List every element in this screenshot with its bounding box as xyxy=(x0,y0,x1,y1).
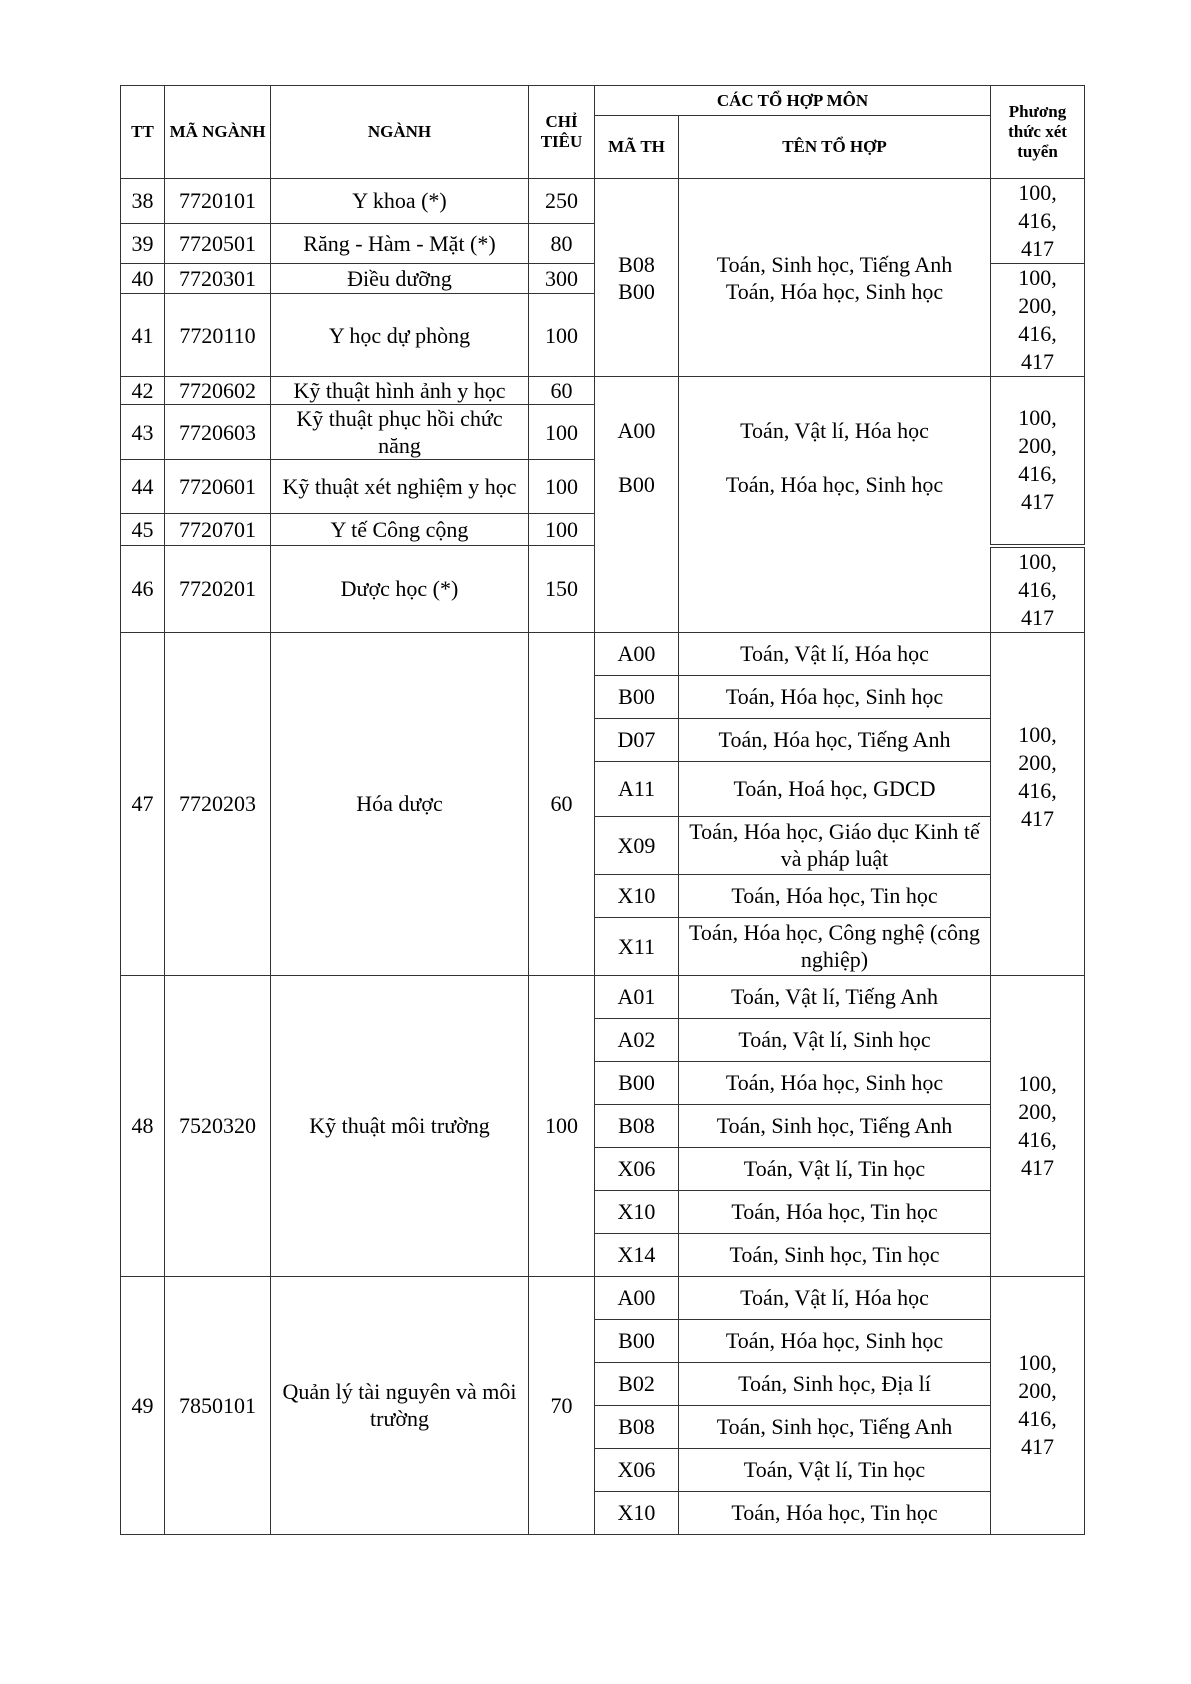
combo-name: Toán, Hóa học, Tiếng Anh xyxy=(679,718,991,761)
combo-name: Toán, Vật lí, Tin học xyxy=(679,1448,991,1491)
method-cell: 100, 200, 416, 417 xyxy=(991,264,1085,377)
table-row xyxy=(121,632,1085,675)
combo-name: Toán, Hóa học, Sinh học xyxy=(679,675,991,718)
row-tt: 44 xyxy=(121,460,165,514)
row-chi-tieu: 150 xyxy=(529,546,595,633)
combo-name: Toán, Hóa học, Sinh học xyxy=(679,1061,991,1104)
combo-code: B08 xyxy=(595,1104,679,1147)
combo-name: Toán, Hóa học, Tin học xyxy=(679,1491,991,1534)
row-tt: 48 xyxy=(121,975,165,1276)
row-nganh: Răng - Hàm - Mặt (*) xyxy=(271,223,529,263)
combo-code: X14 xyxy=(595,1233,679,1276)
row-ma-nganh: 7520320 xyxy=(165,975,271,1276)
method-cell: 100, 200, 416, 417 xyxy=(991,377,1085,546)
admission-table xyxy=(120,85,1085,1535)
combo-code: X06 xyxy=(595,1448,679,1491)
row-tt: 46 xyxy=(121,546,165,633)
combo-code: B08 xyxy=(595,1405,679,1448)
row-nganh: Kỹ thuật xét nghiệm y học xyxy=(271,460,529,514)
combo-code: A00 xyxy=(595,1276,679,1319)
combo-code: B00 xyxy=(595,1061,679,1104)
combo-name: Toán, Hóa học, Sinh học xyxy=(679,1319,991,1362)
row-ma-nganh: 7850101 xyxy=(165,1276,271,1534)
combo-code: D07 xyxy=(595,718,679,761)
row-nganh: Điều dưỡng xyxy=(271,264,529,294)
header-ten-to-hop: TÊN TỔ HỢP xyxy=(679,116,991,179)
row-ma-nganh: 7720201 xyxy=(165,546,271,633)
combo-names: Toán, Vật lí, Hóa học Toán, Hóa học, Sinh học xyxy=(679,377,991,633)
row-chi-tieu: 100 xyxy=(529,405,595,460)
method-cell: 100, 200, 416, 417 xyxy=(991,632,1085,975)
method-cell: 100, 416, 417 xyxy=(991,179,1085,264)
row-ma-nganh: 7720301 xyxy=(165,264,271,294)
combo-code: B00 xyxy=(595,1319,679,1362)
row-nganh: Hóa dược xyxy=(271,632,529,975)
combo-code: X10 xyxy=(595,1491,679,1534)
row-nganh: Kỹ thuật phục hồi chức năng xyxy=(271,405,529,460)
row-nganh: Y học dự phòng xyxy=(271,294,529,377)
combo-name: Toán, Hoá học, GDCD xyxy=(679,761,991,816)
combo-code: X10 xyxy=(595,1190,679,1233)
combo-code: B00 xyxy=(595,675,679,718)
row-ma-nganh: 7720601 xyxy=(165,460,271,514)
combo-name: Toán, Sinh học, Tiếng Anh xyxy=(679,1405,991,1448)
table-header xyxy=(121,86,1085,179)
row-chi-tieu: 100 xyxy=(529,294,595,377)
row-nganh: Quản lý tài nguyên và môi trường xyxy=(271,1276,529,1534)
combo-code: X09 xyxy=(595,816,679,874)
row-tt: 49 xyxy=(121,1276,165,1534)
combo-names: Toán, Sinh học, Tiếng Anh Toán, Hóa học, Sinh học xyxy=(679,179,991,377)
combo-name: Toán, Hóa học, Tin học xyxy=(679,874,991,917)
combo-code: X10 xyxy=(595,874,679,917)
table-row xyxy=(121,377,1085,405)
combo-code: X06 xyxy=(595,1147,679,1190)
row-tt: 40 xyxy=(121,264,165,294)
row-ma-nganh: 7720602 xyxy=(165,377,271,405)
combo-name: Toán, Vật lí, Sinh học xyxy=(679,1018,991,1061)
row-tt: 47 xyxy=(121,632,165,975)
combo-name: Toán, Sinh học, Tiếng Anh xyxy=(679,1104,991,1147)
row-nganh: Kỹ thuật môi trường xyxy=(271,975,529,1276)
combo-name: Toán, Vật lí, Hóa học xyxy=(679,632,991,675)
row-nganh: Kỹ thuật hình ảnh y học xyxy=(271,377,529,405)
row-tt: 42 xyxy=(121,377,165,405)
method-cell: 100, 416, 417 xyxy=(991,546,1085,633)
combo-name: Toán, Vật lí, Tin học xyxy=(679,1147,991,1190)
combo-code: B02 xyxy=(595,1362,679,1405)
row-chi-tieu: 80 xyxy=(529,223,595,263)
header-tt: TT xyxy=(121,86,165,179)
row-chi-tieu: 70 xyxy=(529,1276,595,1534)
row-chi-tieu: 100 xyxy=(529,460,595,514)
table-body xyxy=(121,179,1085,1535)
row-ma-nganh: 7720701 xyxy=(165,514,271,546)
combo-codes: B08 B00 xyxy=(595,179,679,377)
combo-name: Toán, Vật lí, Tiếng Anh xyxy=(679,975,991,1018)
row-chi-tieu: 60 xyxy=(529,632,595,975)
row-ma-nganh: 7720110 xyxy=(165,294,271,377)
row-chi-tieu: 100 xyxy=(529,975,595,1276)
table-row xyxy=(121,975,1085,1018)
combo-code: A02 xyxy=(595,1018,679,1061)
header-ma-nganh: MÃ NGÀNH xyxy=(165,86,271,179)
table-row xyxy=(121,179,1085,224)
row-nganh: Y khoa (*) xyxy=(271,179,529,224)
header-ma-th: MÃ TH xyxy=(595,116,679,179)
combo-name: Toán, Hóa học, Tin học xyxy=(679,1190,991,1233)
row-ma-nganh: 7720603 xyxy=(165,405,271,460)
combo-code: A00 xyxy=(595,632,679,675)
combo-codes: A00 B00 xyxy=(595,377,679,633)
header-chi-tieu: CHỈ TIÊU xyxy=(529,86,595,179)
combo-name: Toán, Vật lí, Hóa học xyxy=(679,1276,991,1319)
row-nganh: Y tế Công cộng xyxy=(271,514,529,546)
row-ma-nganh: 7720203 xyxy=(165,632,271,975)
combo-code: X11 xyxy=(595,917,679,975)
row-chi-tieu: 60 xyxy=(529,377,595,405)
admission-table-sheet xyxy=(120,85,1085,1535)
method-cell: 100, 200, 416, 417 xyxy=(991,1276,1085,1534)
header-to-hop: CÁC TỔ HỢP MÔN xyxy=(595,86,991,116)
combo-code: A01 xyxy=(595,975,679,1018)
row-tt: 45 xyxy=(121,514,165,546)
combo-name: Toán, Hóa học, Giáo dục Kinh tế và pháp luật xyxy=(679,816,991,874)
row-tt: 43 xyxy=(121,405,165,460)
header-phuong-thuc: Phương thức xét tuyển xyxy=(991,86,1085,179)
row-chi-tieu: 300 xyxy=(529,264,595,294)
row-chi-tieu: 250 xyxy=(529,179,595,224)
row-ma-nganh: 7720101 xyxy=(165,179,271,224)
combo-name: Toán, Hóa học, Công nghệ (công nghiệp) xyxy=(679,917,991,975)
method-cell: 100, 200, 416, 417 xyxy=(991,975,1085,1276)
row-tt: 38 xyxy=(121,179,165,224)
row-chi-tieu: 100 xyxy=(529,514,595,546)
combo-code: A11 xyxy=(595,761,679,816)
row-tt: 41 xyxy=(121,294,165,377)
table-row xyxy=(121,1276,1085,1319)
row-nganh: Dược học (*) xyxy=(271,546,529,633)
row-ma-nganh: 7720501 xyxy=(165,223,271,263)
combo-name: Toán, Sinh học, Địa lí xyxy=(679,1362,991,1405)
row-tt: 39 xyxy=(121,223,165,263)
header-nganh: NGÀNH xyxy=(271,86,529,179)
combo-name: Toán, Sinh học, Tin học xyxy=(679,1233,991,1276)
